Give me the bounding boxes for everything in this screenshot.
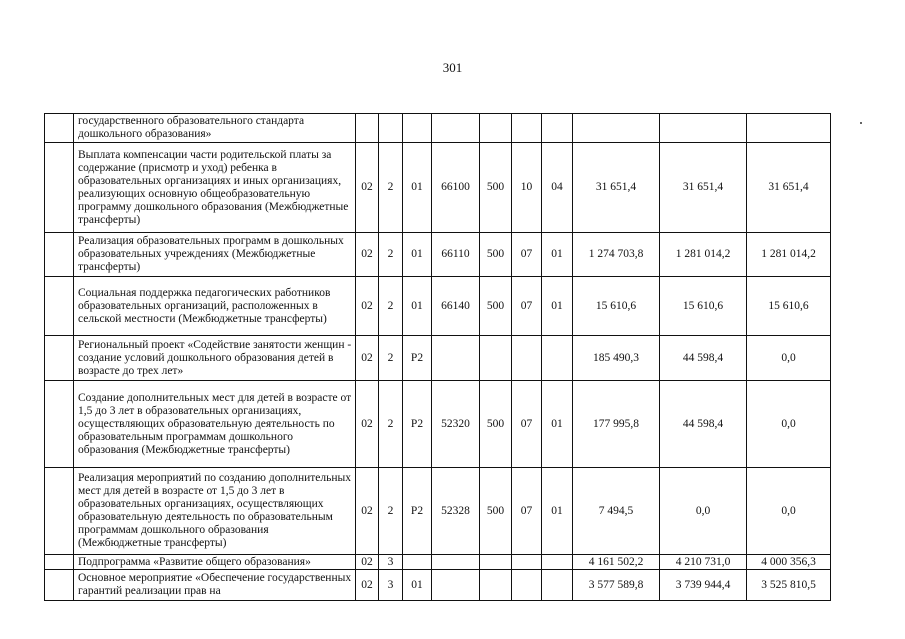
amount-year-2-cell: 44 598,4 [660,381,747,468]
scan-artifact-dot [860,122,862,124]
item-name-cell: Реализация мероприятий по созданию дополнительных мест для детей в возрасте от 1,5 до 3 лет в образовательных организациях, осуществляющих образовательную деятельность по образовательным программам дошкольного образования (Межбюджетные трансферты) [74,468,356,555]
amount-year-2-cell: 1 281 014,2 [660,233,747,277]
amount-year-3-cell: 15 610,6 [747,277,831,336]
row-number-cell [45,277,74,336]
code-subsection-cell [542,555,573,570]
code-direction-cell [432,336,480,381]
amount-year-1-cell: 31 651,4 [573,143,660,233]
table-row [45,336,831,381]
code-program-cell: 02 [356,570,379,601]
table-row [45,143,831,233]
code-subprogram-cell: 3 [379,570,403,601]
code-expense-type-cell: 500 [480,233,512,277]
row-number-cell [45,114,74,143]
amount-year-2-cell: 31 651,4 [660,143,747,233]
code-expense-type-cell [480,555,512,570]
amount-year-2-cell [660,114,747,143]
amount-year-3-cell: 31 651,4 [747,143,831,233]
code-subsection-cell [542,336,573,381]
table-row [45,468,831,555]
item-name-cell: Социальная поддержка педагогических работников образовательных организаций, расположенных в сельской местности (Межбюджетные трансферты) [74,277,356,336]
code-program-cell: 02 [356,233,379,277]
amount-year-1-cell: 3 577 589,8 [573,570,660,601]
table-row [45,570,831,601]
code-program-cell: 02 [356,555,379,570]
code-section-cell [512,555,542,570]
code-event-cell: 01 [403,570,432,601]
code-expense-type-cell [480,336,512,381]
code-program-cell: 02 [356,277,379,336]
code-event-cell: 01 [403,143,432,233]
code-subsection-cell [542,114,573,143]
row-number-cell [45,233,74,277]
code-event-cell: P2 [403,468,432,555]
table-row [45,277,831,336]
budget-table [44,113,831,601]
item-name-cell: Региональный проект «Содействие занятости женщин - создание условий дошкольного образования детей в возрасте до трех лет» [74,336,356,381]
code-direction-cell [432,114,480,143]
amount-year-3-cell: 0,0 [747,381,831,468]
amount-year-3-cell: 3 525 810,5 [747,570,831,601]
row-number-cell [45,555,74,570]
amount-year-2-cell: 0,0 [660,468,747,555]
code-subprogram-cell: 3 [379,555,403,570]
item-name-cell: Подпрограмма «Развитие общего образования» [74,555,356,570]
code-direction-cell: 52328 [432,468,480,555]
code-program-cell: 02 [356,336,379,381]
code-direction-cell: 52320 [432,381,480,468]
code-program-cell: 02 [356,143,379,233]
amount-year-2-cell: 3 739 944,4 [660,570,747,601]
code-subsection-cell: 01 [542,277,573,336]
amount-year-1-cell [573,114,660,143]
code-direction-cell [432,555,480,570]
code-subsection-cell: 04 [542,143,573,233]
code-subprogram-cell: 2 [379,233,403,277]
code-direction-cell: 66140 [432,277,480,336]
amount-year-1-cell: 7 494,5 [573,468,660,555]
amount-year-3-cell: 0,0 [747,336,831,381]
row-number-cell [45,143,74,233]
code-section-cell [512,114,542,143]
amount-year-3-cell: 0,0 [747,468,831,555]
budget-table-container [44,113,831,601]
table-row [45,555,831,570]
code-program-cell: 02 [356,468,379,555]
code-event-cell: P2 [403,336,432,381]
amount-year-3-cell: 4 000 356,3 [747,555,831,570]
item-name-cell: Основное мероприятие «Обеспечение государственных гарантий реализации прав на [74,570,356,601]
code-expense-type-cell: 500 [480,143,512,233]
amount-year-1-cell: 177 995,8 [573,381,660,468]
code-section-cell [512,336,542,381]
code-event-cell: P2 [403,381,432,468]
code-event-cell: 01 [403,233,432,277]
code-expense-type-cell: 500 [480,468,512,555]
code-section-cell [512,570,542,601]
amount-year-2-cell: 4 210 731,0 [660,555,747,570]
code-program-cell [356,114,379,143]
code-expense-type-cell [480,570,512,601]
code-direction-cell [432,570,480,601]
code-subsection-cell: 01 [542,381,573,468]
code-section-cell: 07 [512,233,542,277]
amount-year-3-cell [747,114,831,143]
row-number-cell [45,336,74,381]
code-section-cell: 10 [512,143,542,233]
code-subsection-cell: 01 [542,233,573,277]
code-expense-type-cell: 500 [480,381,512,468]
code-direction-cell: 66100 [432,143,480,233]
amount-year-1-cell: 1 274 703,8 [573,233,660,277]
code-subprogram-cell: 2 [379,143,403,233]
code-expense-type-cell: 500 [480,277,512,336]
item-name-cell: Создание дополнительных мест для детей в возрасте от 1,5 до 3 лет в образовательных организациях, осуществляющих образовательную деятельность по образовательным программам дошкольного образования (Межбюджетные трансферты) [74,381,356,468]
code-subsection-cell: 01 [542,468,573,555]
code-subprogram-cell: 2 [379,336,403,381]
code-subprogram-cell: 2 [379,381,403,468]
code-program-cell: 02 [356,381,379,468]
code-event-cell: 01 [403,277,432,336]
row-number-cell [45,468,74,555]
row-number-cell [45,570,74,601]
code-subprogram-cell: 2 [379,277,403,336]
amount-year-1-cell: 15 610,6 [573,277,660,336]
code-subsection-cell [542,570,573,601]
code-section-cell: 07 [512,277,542,336]
amount-year-1-cell: 4 161 502,2 [573,555,660,570]
item-name-cell: государственного образовательного стандарта дошкольного образования» [74,114,356,143]
code-expense-type-cell [480,114,512,143]
code-subprogram-cell: 2 [379,468,403,555]
code-section-cell: 07 [512,381,542,468]
amount-year-2-cell: 15 610,6 [660,277,747,336]
amount-year-2-cell: 44 598,4 [660,336,747,381]
table-row [45,114,831,143]
table-row [45,233,831,277]
amount-year-3-cell: 1 281 014,2 [747,233,831,277]
code-event-cell [403,555,432,570]
code-section-cell: 07 [512,468,542,555]
item-name-cell: Выплата компенсации части родительской платы за содержание (присмотр и уход) ребенка в образовательных организациях и иных организациях, реализующих основную общеобразовательную программу дошкольного образования (Межбюджетные трансферты) [74,143,356,233]
page-number: 301 [442,60,463,75]
table-row [45,381,831,468]
code-direction-cell: 66110 [432,233,480,277]
code-event-cell [403,114,432,143]
code-subprogram-cell [379,114,403,143]
row-number-cell [45,381,74,468]
item-name-cell: Реализация образовательных программ в дошкольных образовательных учреждениях (Межбюджетные трансферты) [74,233,356,277]
amount-year-1-cell: 185 490,3 [573,336,660,381]
